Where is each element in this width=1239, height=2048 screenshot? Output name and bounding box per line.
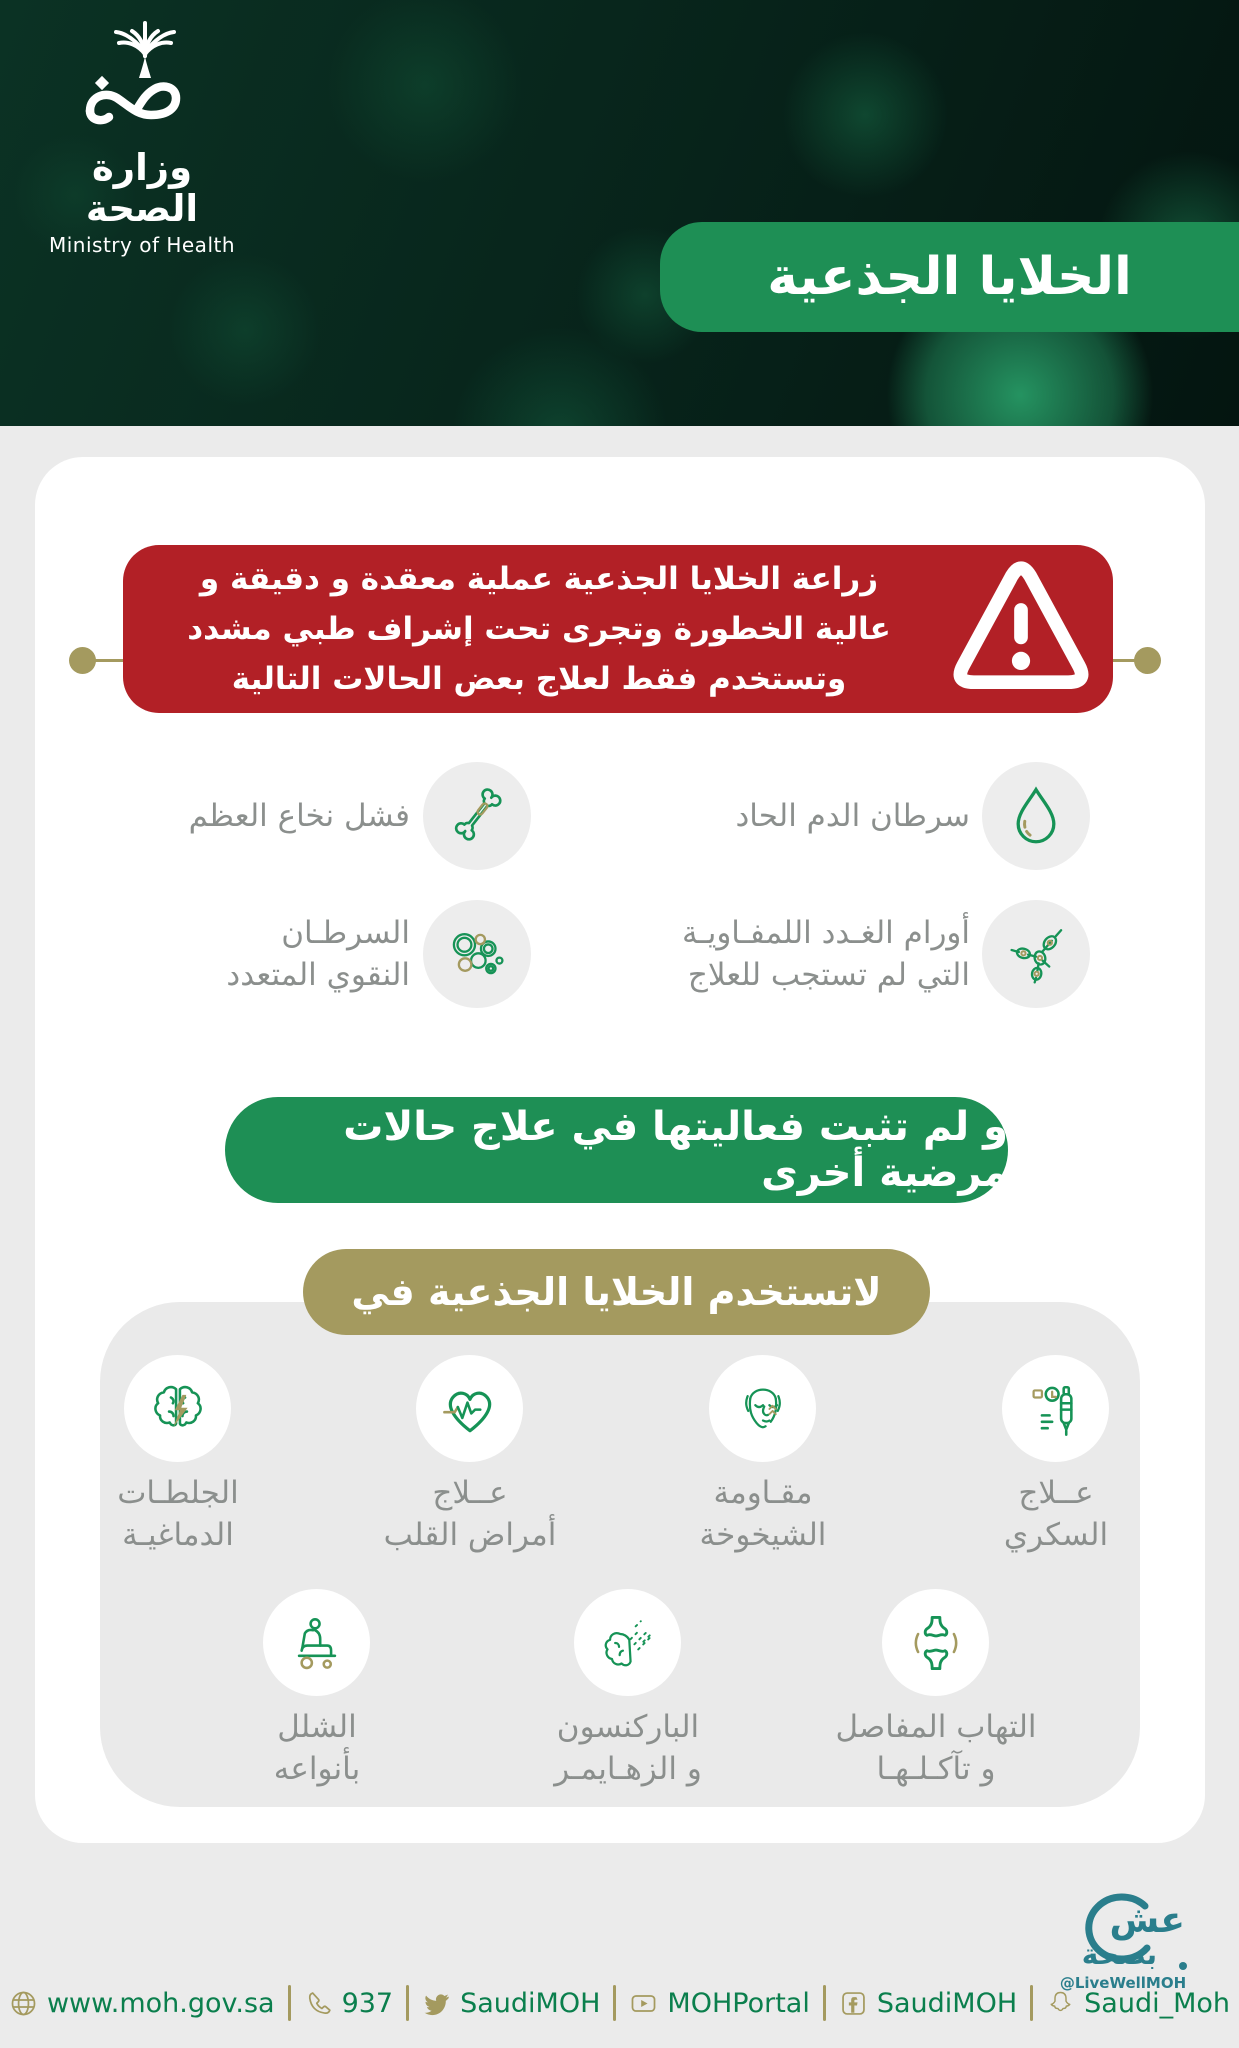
not-used-label-arthritis: التهاب المفاصل و تآكـلـهـا (835, 1709, 1037, 1787)
footer-separator (1030, 1985, 1033, 2021)
not-used-circle-brain-clots (124, 1355, 231, 1462)
warning-line-2: عالية الخطورة وتجرى تحت إشراف طبي مشدد (187, 610, 891, 647)
page-title (660, 222, 1239, 332)
decor-dot-right (1134, 647, 1161, 674)
brain-degeneration-icon (596, 1611, 660, 1675)
lymph-nodes-icon (1003, 921, 1069, 987)
decor-dot-left (69, 647, 96, 674)
footer-separator (613, 1985, 616, 2021)
not-used-circle-diabetes (1002, 1355, 1109, 1462)
youtube-icon (629, 1989, 658, 2018)
moh-palm-logo-icon (40, 14, 244, 142)
aging-face-icon (731, 1377, 795, 1441)
not-used-label-heart: عــلاج أمراض القلب (383, 1475, 557, 1553)
condition-label-leukemia: سرطان الدم الحاد (735, 798, 970, 834)
moh-logo (40, 14, 244, 257)
livewell-arabic-bottom: بصحة (1081, 1938, 1157, 1971)
livewell-arabic-top: عش (1109, 1900, 1185, 1941)
condition-circle-bone-marrow (423, 762, 531, 870)
twitter-icon (422, 1989, 451, 2018)
footer-twitter: SaudiMOH (460, 1987, 601, 2019)
footer-separator (823, 1985, 826, 2021)
condition-label-lymphoma: أورام الغـدد اللمفـاويـة التي لم تستجب للعلاج (682, 915, 970, 993)
not-used-circle-arthritis (882, 1589, 989, 1696)
not-used-label-brain-clots: الجلطـات الدماغيـة (117, 1475, 239, 1553)
livewell-handle[interactable]: @LiveWellMOH (1059, 1974, 1187, 1992)
not-used-label-paralysis: الشلل بأنواعه (273, 1709, 361, 1787)
footer-snapchat: Saudi_Moh (1084, 1987, 1231, 2019)
not-used-label-aging: مقـاومة الشيخوخة (699, 1475, 827, 1553)
effectiveness-banner: و لم تثبت فعاليتها في علاج حالات مرضية أخرى (225, 1097, 1008, 1203)
moh-logo-english: Ministry of Health (48, 233, 236, 258)
condition-circle-myeloma (423, 900, 531, 1008)
myeloma-cells-icon (444, 921, 510, 987)
condition-circle-leukemia (982, 762, 1090, 870)
phone-icon (304, 1989, 333, 2018)
brain-clot-icon (146, 1377, 210, 1441)
blood-drop-icon (1003, 783, 1069, 849)
warning-line-1: زراعة الخلايا الجذعية عملية معقدة و دقيقة و (199, 560, 879, 597)
footer-item-facebook[interactable] (839, 1988, 1017, 2019)
not-used-circle-parkinsons (574, 1589, 681, 1696)
snapchat-icon (1046, 1989, 1075, 2018)
not-used-label-diabetes: عــلاج السكري (1003, 1475, 1109, 1553)
footer-separator (288, 1985, 291, 2021)
decor-line-right (1113, 659, 1136, 662)
not-used-label-parkinsons: الباركنسون و الزهـايمـر (554, 1709, 702, 1787)
not-used-circle-heart (416, 1355, 523, 1462)
facebook-icon (839, 1989, 868, 2018)
footer-facebook: SaudiMOH (876, 1987, 1018, 2019)
warning-triangle-icon (945, 553, 1097, 705)
globe-icon (9, 1989, 38, 2018)
page-title-text: الخلايا الجذعية (767, 247, 1132, 307)
wheelchair-icon (285, 1611, 349, 1675)
footer-phone: 937 (341, 1987, 394, 2019)
footer-item-website[interactable] (9, 1988, 275, 2019)
warning-line-3: وتستخدم فقط لعلاج بعض الحالات التالية (231, 661, 847, 698)
livewell-logo (1048, 1892, 1198, 1992)
footer-youtube: MOHPortal (667, 1987, 810, 2019)
not-used-circle-aging (709, 1355, 816, 1462)
not-used-circle-paralysis (263, 1589, 370, 1696)
joint-icon (904, 1611, 968, 1675)
not-used-banner: لاتستخدم الخلايا الجذعية في (303, 1249, 930, 1335)
footer-website: www.moh.gov.sa (46, 1987, 275, 2019)
decor-line-left (94, 659, 123, 662)
footer-item-youtube[interactable] (629, 1988, 809, 2019)
condition-circle-lymphoma (982, 900, 1090, 1008)
footer-item-phone[interactable] (304, 1988, 394, 2019)
moh-logo-arabic: وزارة الصحة (85, 146, 199, 230)
condition-label-myeloma: السرطـان النقوي المتعدد (226, 915, 410, 993)
heart-ecg-icon (438, 1377, 502, 1441)
header-banner (0, 0, 1239, 426)
insulin-pen-icon (1024, 1377, 1088, 1441)
warning-text (145, 545, 933, 713)
bone-marrow-icon (444, 783, 510, 849)
condition-label-bone-marrow: فشل نخاع العظم (188, 798, 410, 834)
livewell-mark-icon (1053, 1892, 1193, 1974)
footer-separator (406, 1985, 409, 2021)
footer-item-snapchat[interactable] (1046, 1988, 1230, 2019)
warning-box (123, 545, 1113, 713)
footer-item-twitter[interactable] (422, 1988, 600, 2019)
